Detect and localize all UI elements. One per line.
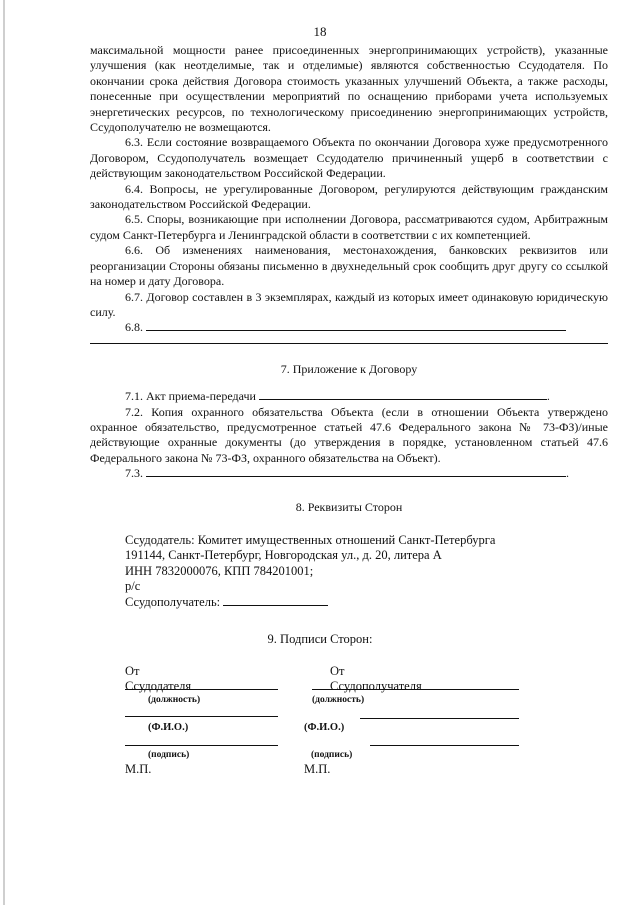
lender-signature-caption: (подпись) — [148, 750, 190, 760]
blank-line-6-8-second — [90, 342, 608, 344]
lender-position-caption: (должность) — [148, 695, 201, 705]
blank-line-7-3 — [146, 466, 566, 477]
borrower-position-caption: (должность) — [312, 695, 365, 705]
lender-fio-caption: (Ф.И.О.) — [148, 722, 189, 733]
borrower-label: Ссудополучатель: — [125, 594, 221, 609]
from-lender-label: От Ссудодателя — [125, 664, 192, 693]
item-6-8-label: 6.8. — [125, 320, 143, 335]
section-7-title: 7. Приложение к Договору — [280, 361, 418, 376]
paragraph-6-3: 6.3. Если состояние возвращаемого Объекта по окончании Договора хуже предусмотренного Договором, Ссудополучатель возмещает Ссудодателю причиненный ущерб в соответствии с действующим законодательством Российской Федерации. — [90, 135, 608, 181]
lender-fio-line — [125, 716, 278, 717]
scan-edge — [3, 0, 5, 905]
requisites-block — [125, 533, 608, 611]
borrower-line — [125, 595, 608, 611]
borrower-fio-caption: (Ф.И.О.) — [304, 722, 345, 733]
lender-inn: ИНН 7832000076, КПП 784201001; — [125, 563, 314, 578]
lender-name: Ссудодатель: Комитет имущественных отношений Санкт-Петербурга — [125, 532, 496, 547]
from-borrower-label: От Ссудополучателя — [330, 664, 422, 693]
page-number: 18 — [313, 24, 327, 39]
lender-account: р/с — [125, 579, 141, 594]
borrower-signature-caption: (подпись) — [311, 750, 353, 760]
item-7-1: 7.1. Акт приема-передачи . — [125, 389, 550, 404]
paragraph-6-4: 6.4. Вопросы, не урегулированные Договором, регулируются действующим гражданским законодательством Российской Федерации. — [90, 181, 608, 212]
blank-line-borrower — [223, 595, 328, 606]
item-7-1-label: 7.1. Акт приема-передачи — [125, 389, 256, 404]
lender-signature-line — [125, 745, 278, 746]
item-7-2: 7.2. Копия охранного обязательства Объекта (если в отношении Объекта утверждено охранное обязательство, предусмотренное статьей 47.6 Федерального закона № 73-ФЗ)/иные действующие охранные документы (до утверждения в порядке, установленном статьей 47.6 Федерального закона № 73-ФЗ, охранного обязательства на Объект). — [90, 404, 608, 465]
paragraph-6-8 — [90, 320, 608, 335]
section-8-title: 8. Реквизиты Сторон — [295, 499, 403, 514]
item-7-3-label: 7.3. — [125, 466, 143, 481]
borrower-fio-line — [360, 718, 519, 719]
borrower-stamp: М.П. — [304, 762, 331, 776]
borrower-signature-line — [370, 745, 519, 746]
section-9-title: 9. Подписи Сторон: — [267, 632, 373, 646]
paragraph-6-2-continued: максимальной мощности ранее присоединенных энергопринимающих устройств), указанные улучшения (как неотделимые, так и отделимые) являются собственностью Ссудодателя. По окончании срока действия Договора стоимость указанных улучшений Объекта, а также расходы, понесенные при осуществлении мероприятий по оснащению приборами учета используемых энергетических ресурсов, по технологическому присоединению энергопринимающих устройств, Ссудополучателю не возмещаются. — [90, 43, 608, 135]
paragraph-6-5: 6.5. Споры, возникающие при исполнении Договора, рассматриваются судом, Арбитражным судом Санкт-Петербурга и Ленинградской области в соответствии с их компетенцией. — [90, 212, 608, 242]
lender-position-line — [125, 689, 278, 690]
lender-address: 191144, Санкт-Петербург, Новгородская ул., д. 20, литера А — [125, 548, 442, 563]
blank-line-7-1 — [259, 389, 547, 400]
borrower-position-line — [312, 689, 519, 690]
paragraph-6-6: 6.6. Об изменениях наименования, местонахождения, банковских реквизитов или реорганизации Стороны обязаны письменно в двухнедельный срок сообщить друг другу со ссылкой на номер и дату Договора. — [90, 243, 608, 289]
lender-stamp: М.П. — [125, 762, 152, 776]
blank-line-6-8 — [146, 320, 566, 331]
paragraph-6-7: 6.7. Договор составлен в 3 экземплярах, каждый из которых имеет одинаковую юридическую силу. — [90, 289, 608, 319]
document-body — [90, 43, 608, 610]
item-7-3: 7.3. . — [125, 466, 569, 481]
